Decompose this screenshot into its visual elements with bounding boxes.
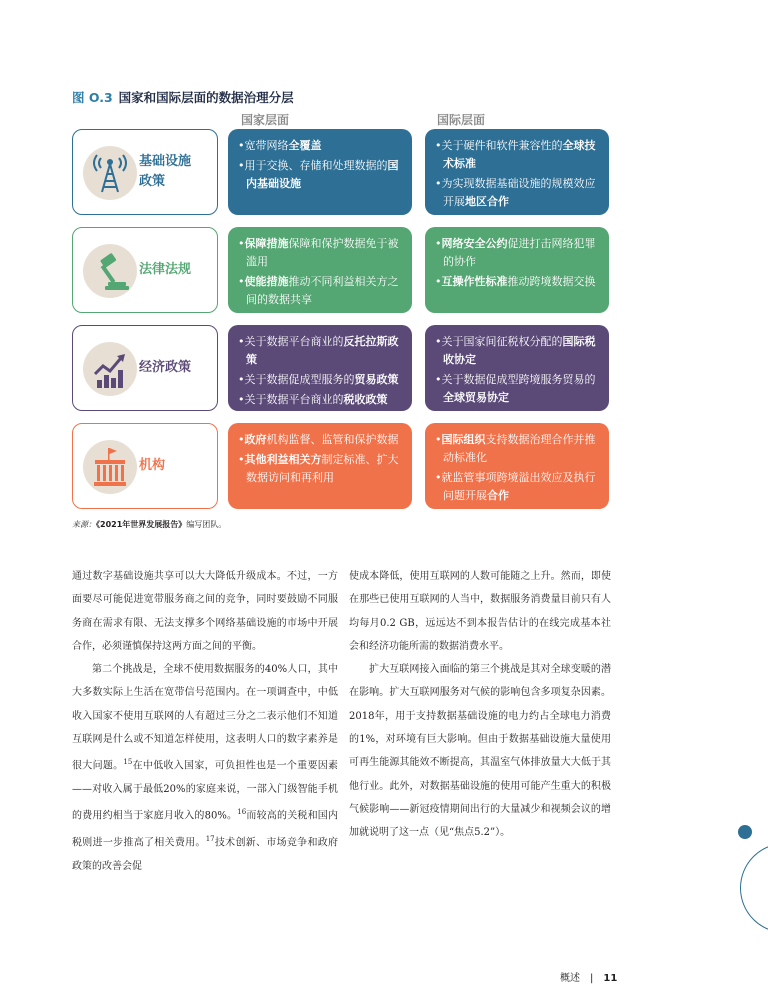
cell-item: •互操作性标准推动跨境数据交换 <box>435 275 596 288</box>
footer-section: 概述 <box>560 973 580 984</box>
antenna-tower-icon <box>83 146 137 200</box>
cell-item: •关于数据平台商业的税收政策 <box>238 393 388 406</box>
government-building-icon <box>83 440 137 494</box>
cell-infrastructure-international <box>425 129 609 215</box>
column-header-national: 国家层面 <box>241 113 290 127</box>
paragraph: 通过数字基础设施共享可以大大降低升级成本。不过，一方面要尽可能促进宽带服务商之间的竞争，同时要鼓励不同服务商在需求有限、无法支撑多个网络基础设施的市场中开展合作，必须谨慎保持这两方面之间的平衡。 <box>72 571 338 652</box>
footnote-ref[interactable]: 15 <box>123 758 133 767</box>
cell-item: •宽带网络全覆盖 <box>238 139 322 152</box>
page-footer <box>560 969 617 984</box>
cell-item: •关于数据平台商业的反托拉斯政策 <box>238 335 399 366</box>
cell-item: •用于交换、存储和处理数据的国内基础设施 <box>238 159 399 190</box>
cell-item: •其他利益相关方制定标准、扩大数据访问和再利用 <box>238 453 399 484</box>
paragraph: 使成本降低，使用互联网的人数可能随之上升。然而，即使在那些已使用互联网的人当中，数据服务消费量目前只有人均每月0.2 GB，远远达不到本报告估计的在线完成基本社会和经济功能所需的数据消费水平。 <box>349 571 611 652</box>
cell-institutions-international <box>425 423 609 509</box>
paragraph: 第二个挑战是，全球不使用数据服务的40%人口，其中大多数实际上生活在宽带信号范围内。在一项调查中，中低收入国家不使用互联网的人有超过三分之二表示他们不知道互联网是什么或不知道怎样使用，这表明人口的数字素养是很大问题。$^{15}$在中低收入国家，可负担性也是一个重要因素——对收入属于最低20%的家庭来说，一部入门级智能手机的费用约相当于家庭月收入的80%。$^{16}$而较高的关税和国内税则进一步推高了相关费用。$^{17}$技术创新、市场竞争和政府政策的改善会促 <box>72 664 339 872</box>
footnote-ref[interactable]: 16 <box>237 808 247 817</box>
cell-infrastructure-national <box>228 129 412 215</box>
footnote-ref[interactable]: 17 <box>205 834 215 843</box>
column-header-international: 国际层面 <box>437 113 486 127</box>
cell-item: •关于硬件和软件兼容性的全球技术标准 <box>435 139 596 170</box>
row-label-text <box>139 228 213 312</box>
cell-item: •使能措施推动不同利益相关方之间的数据共享 <box>238 275 399 306</box>
cell-item: •网络安全公约促进打击网络犯罪的协作 <box>435 237 596 268</box>
row-label-institutions <box>72 423 218 509</box>
source-prefix: 来源： <box>72 520 96 529</box>
row-label-text <box>139 424 213 508</box>
row-label-infrastructure <box>72 129 218 215</box>
cell-law-international <box>425 227 609 313</box>
cell-item: •保障措施保障和保护数据免于被滥用 <box>238 237 399 268</box>
row-label-text <box>139 326 213 410</box>
cell-economic-international <box>425 325 609 411</box>
figure-source <box>72 519 226 530</box>
body-column-right <box>349 565 611 845</box>
cell-institutions-national <box>228 423 412 509</box>
cell-item: •为实现数据基础设施的规模效应开展地区合作 <box>435 177 596 208</box>
body-column-left <box>72 565 338 878</box>
cell-item: •政府机构监督、监管和保护数据 <box>238 433 399 446</box>
decorative-dot <box>738 825 752 839</box>
row-label-text <box>139 130 213 214</box>
cell-item: •关于国家间征税权分配的国际税收协定 <box>435 335 596 366</box>
cell-item: •关于数据促成型服务的贸易政策 <box>238 373 399 386</box>
cell-economic-national <box>228 325 412 411</box>
cell-item: •关于数据促成型跨境服务贸易的全球贸易协定 <box>435 373 596 404</box>
page-number: 11 <box>603 973 618 984</box>
row-label-line-1: 基础设施 <box>139 154 192 169</box>
gavel-icon <box>83 244 137 298</box>
row-label-line-2: 政策 <box>139 174 166 189</box>
figure-title <box>72 88 294 106</box>
row-label-line-1: 经济政策 <box>139 360 192 375</box>
growth-chart-icon <box>83 342 137 396</box>
row-label-law <box>72 227 218 313</box>
source-suffix: 编写团队。 <box>186 520 227 529</box>
row-label-economic <box>72 325 218 411</box>
cell-item: •国际组织支持数据治理合作并推动标准化 <box>435 433 596 464</box>
figure-title-text: 国家和国际层面的数据治理分层 <box>118 90 294 105</box>
cell-law-national <box>228 227 412 313</box>
paragraph: 扩大互联网接入面临的第三个挑战是其对全球变暖的潜在影响。扩大互联网服务对气候的影响包含多项复杂因素。2018年，用于支持数据基础设施的电力约占全球电力消费的1%，对环境有巨大影响。但由于数据基础设施大量使用可再生能源其能效不断提高，其温室气体排放量大大低于其他行业。此外，对数据基础设施的使用可能产生重大的积极气候影响——新冠疫情期间出行的大量减少和视频会议的增加就说明了这一点（见“焦点5.2”）。 <box>349 664 611 839</box>
footer-separator: | <box>590 973 594 984</box>
decorative-ring <box>740 843 768 933</box>
figure-number: 图 O.3 <box>72 90 113 105</box>
row-label-line-1: 法律法规 <box>139 262 192 277</box>
row-label-line-1: 机构 <box>139 458 166 473</box>
source-report: 《2021年世界发展报告》 <box>96 520 187 529</box>
cell-item: •就监管事项跨境溢出效应及执行问题开展合作 <box>435 471 596 502</box>
